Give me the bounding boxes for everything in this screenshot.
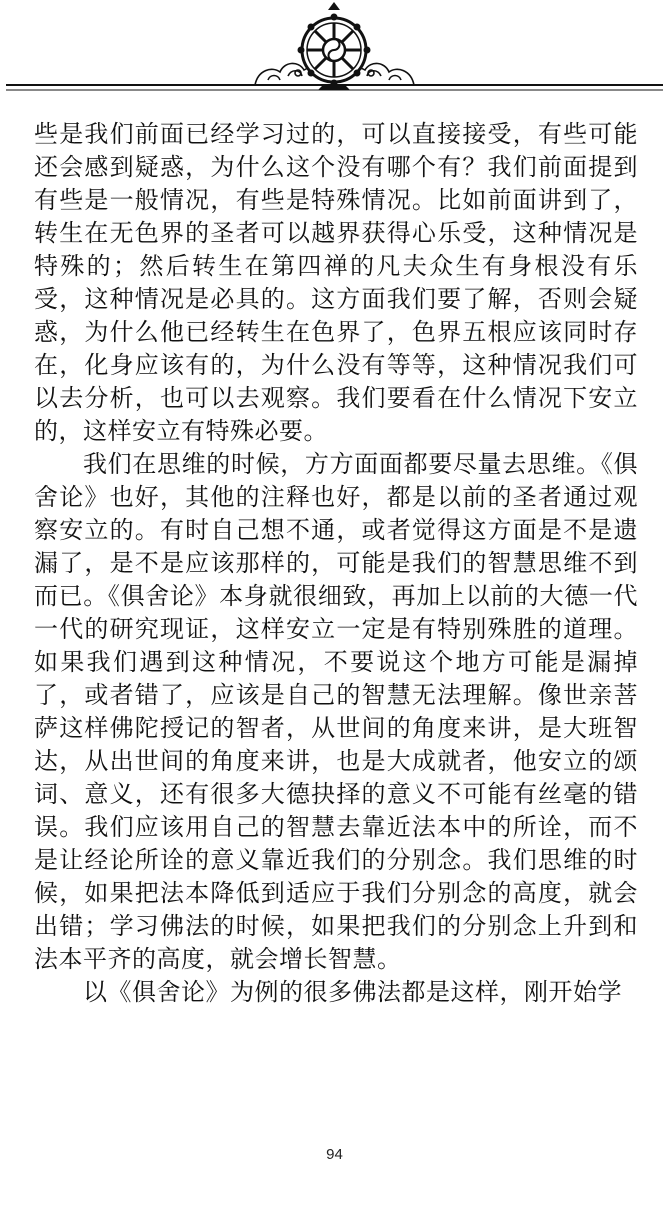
page-body-text [34, 118, 638, 1009]
page-number: 94 [326, 1146, 343, 1163]
paragraph: 我们在思维的时候，方方面面都要尽量去思维。《俱舍论》也好，其他的注释也好，都是以前的圣者通过观察安立的。有时自己想不通，或者觉得这方面是不是遗漏了，是不是应该那样的，可能是我们的智慧思维不到而已。《俱舍论》本身就很细致，再加上以前的大德一代一代的研究现证，这样安立一定是有特别殊胜的道理。如果我们遇到这种情况，不要说这个地方可能是漏掉了，或者错了，应该是自己的智慧无法理解。像世亲菩萨这样佛陀授记的智者，从世间的角度来讲，是大班智达，从出世间的角度来讲，也是大成就者，他安立的颂词、意义，还有很多大德抉择的意义不可能有丝毫的错误。我们应该用自己的智慧去靠近法本中的所诠，而不是让经论所诠的意义靠近我们的分别念。我们思维的时候，如果把法本降低到适应于我们分别念的高度，就会出错；学习佛法的时候，如果把我们的分别念上升到和法本平齐的高度，就会增长智慧。 [34, 450, 638, 973]
page-header-ornament [0, 0, 669, 100]
dharma-wheel-icon [0, 0, 669, 100]
paragraph: 以《俱舍论》为例的很多佛法都是这样，刚开始学 [83, 978, 622, 1006]
paragraph-continued: 些是我们前面已经学习过的，可以直接接受，有些可能还会感到疑惑，为什么这个没有哪个有？我们前面提到有些是一般情况，有些是特殊情况。比如前面讲到了，转生在无色界的圣者可以越界获得心乐受，这种情况是特殊的；然后转生在第四禅的凡夫众生有身根没有乐受，这种情况是必具的。这方面我们要了解，否则会疑惑，为什么他已经转生在色界了，色界五根应该同时存在，化身应该有的，为什么没有等等，这种情况我们可以去分析，也可以去观察。我们要看在什么情况下安立的，这样安立有特殊必要。 [34, 120, 638, 445]
